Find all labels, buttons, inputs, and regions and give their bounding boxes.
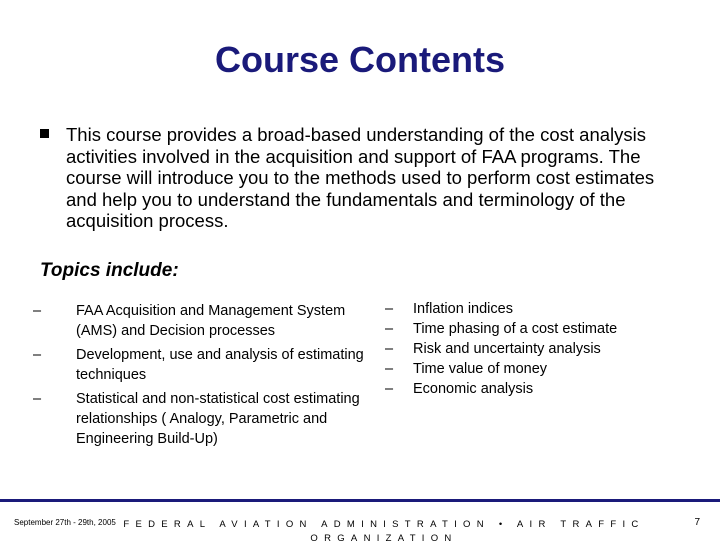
dash-icon: – (32, 303, 42, 319)
dash-icon: – (32, 391, 42, 407)
topic-text: Development, use and analysis of estimating techniques (76, 347, 364, 383)
page-number: 7 (694, 517, 700, 528)
dash-icon: – (384, 361, 394, 377)
list-item (30, 301, 370, 341)
topic-text: Economic analysis (413, 381, 534, 397)
square-bullet-icon (40, 129, 49, 138)
topic-text: Statistical and non-statistical cost estimating relationships ( Analogy, Parametric and Engineering Build-Up) (76, 391, 360, 447)
list-item (382, 299, 702, 319)
topic-text: Time phasing of a cost estimate (413, 321, 618, 337)
list-item (382, 379, 702, 399)
topic-text: Risk and uncertainty analysis (413, 341, 601, 357)
topic-text: Time value of money (413, 361, 548, 377)
dash-icon: – (384, 301, 394, 317)
dash-icon: – (384, 381, 394, 397)
dash-icon: – (384, 321, 394, 337)
dash-icon: – (384, 341, 394, 357)
dash-icon: – (32, 347, 42, 363)
list-item (30, 345, 370, 385)
right-topics-list (382, 299, 702, 399)
list-item (382, 359, 702, 379)
topic-text: FAA Acquisition and Management System (AMS) and Decision processes (76, 303, 346, 339)
intro-bullet (40, 124, 690, 232)
footer-agency: FEDERAL AVIATION ADMINISTRATION • AIR TRAFFIC ORGANIZATION (123, 519, 645, 544)
topic-text: Inflation indices (413, 301, 513, 317)
left-topics-list (30, 301, 370, 453)
list-item (30, 389, 370, 449)
slide-title: Course Contents (214, 39, 506, 80)
list-item (382, 339, 702, 359)
list-item (382, 319, 702, 339)
intro-text: This course provides a broad-based understanding of the cost analysis activities involved in the acquisition and support of FAA programs. The course will introduce you to the methods used to perform cost estimates and help you to understand the fundamentals and terminology of the acquisition process. (66, 124, 655, 231)
topics-heading: Topics include: (40, 260, 179, 281)
footer-date: September 27th - 29th, 2005 (14, 518, 116, 527)
footer-rule (0, 499, 720, 502)
